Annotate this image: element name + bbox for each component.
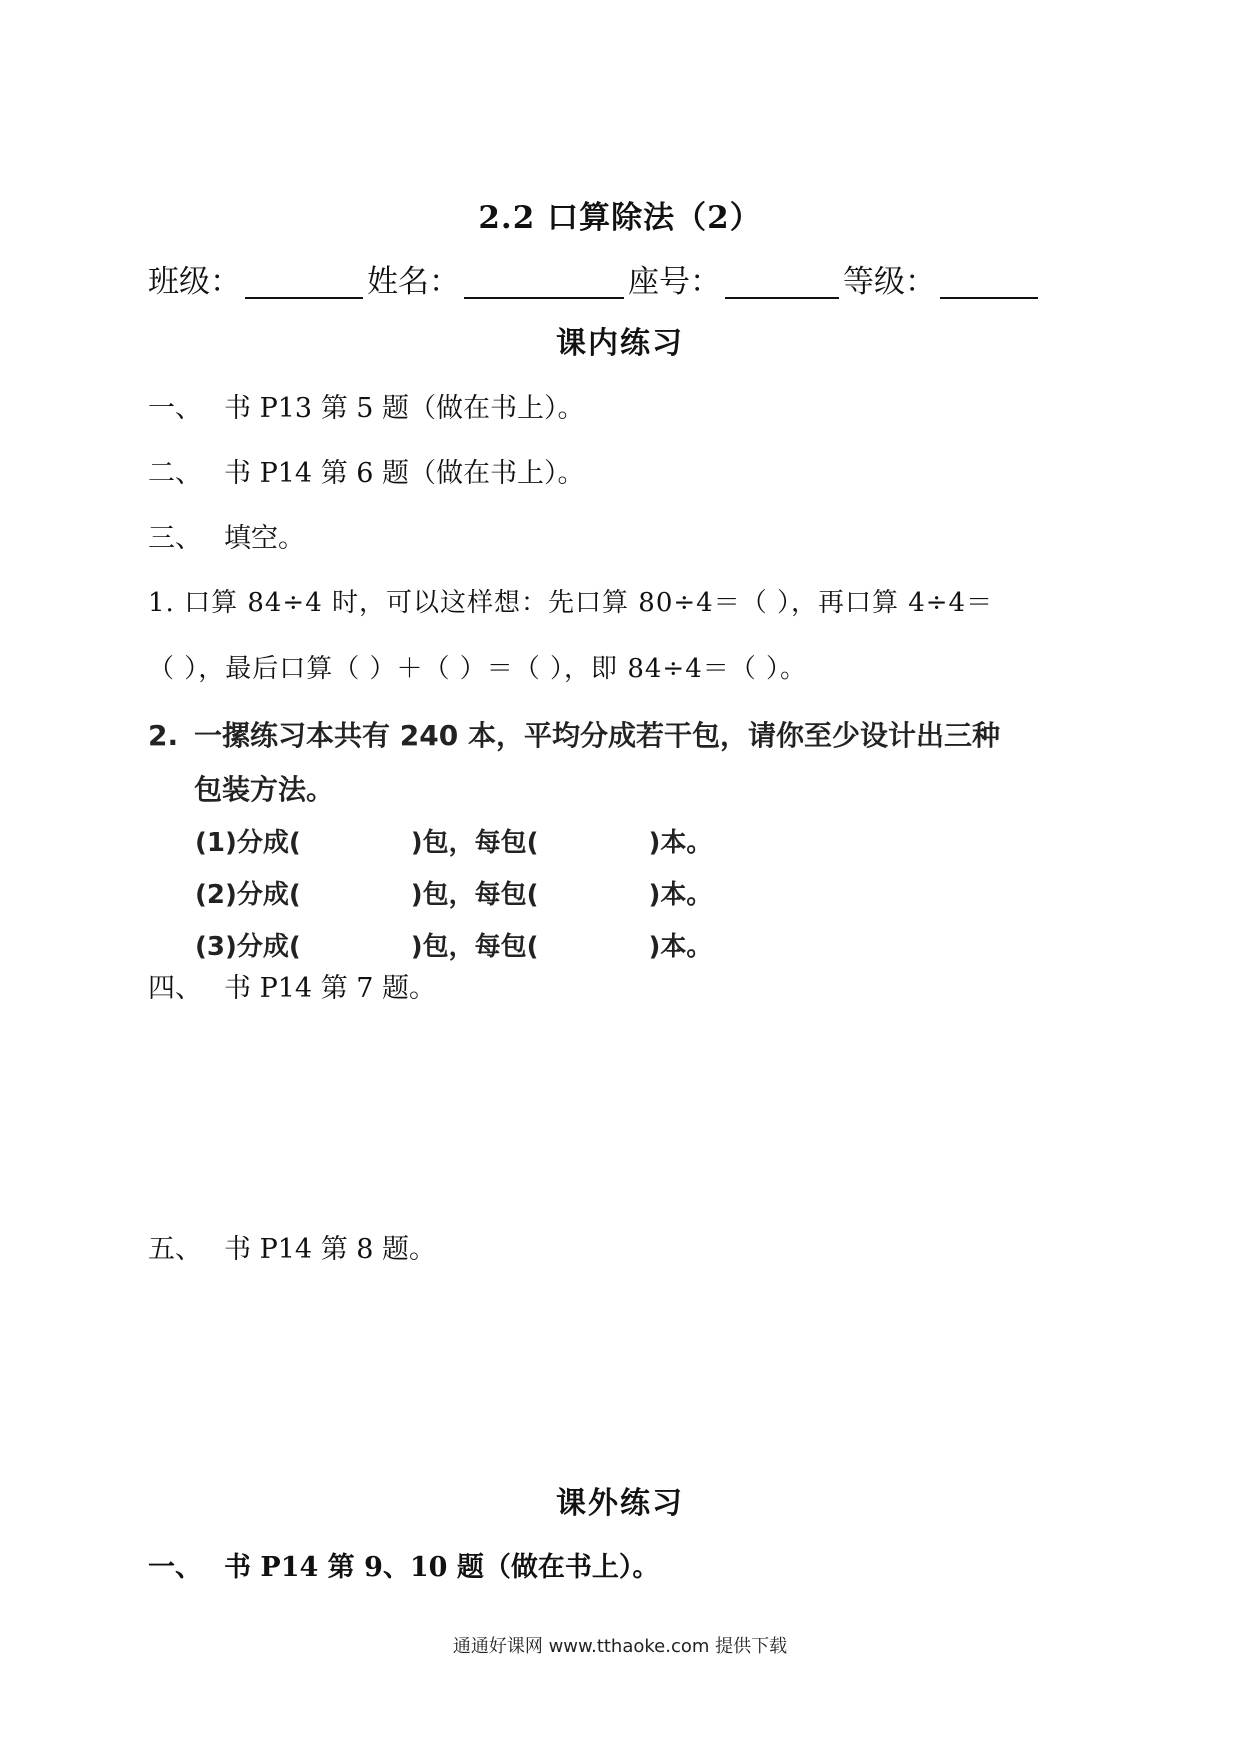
seat-blank[interactable] — [725, 267, 839, 299]
grade-label: 等级： — [843, 264, 936, 300]
class-blank[interactable] — [245, 267, 363, 299]
option-mid: )包，每包( — [410, 880, 539, 910]
name-blank[interactable] — [464, 267, 624, 299]
footer-credit: 通通好课网 www.tthaoke.com 提供下载 — [452, 1636, 788, 1657]
question-number: 一、 — [148, 393, 202, 424]
option-end: )本。 — [648, 880, 713, 910]
question-number: 三、 — [148, 523, 202, 554]
question-text: 书 P14 第 8 题。 — [224, 1234, 437, 1265]
item-number: 2. — [148, 719, 179, 752]
in-class-question-3 — [148, 516, 305, 555]
packing-option-1 — [195, 822, 712, 859]
fill-blank-1-line-2: （ ），最后口算（ ）＋（ ）＝（ ），即 84÷4＝（ ）。 — [148, 654, 807, 684]
in-class-heading: 课内练习 — [556, 326, 684, 361]
question-number: 一、 — [148, 1552, 202, 1583]
question-text: 书 P14 第 6 题（做在书上）。 — [224, 458, 585, 489]
option-prefix: (2)分成( — [195, 880, 301, 910]
fill-blank-2 — [148, 714, 1000, 754]
option-prefix: (3)分成( — [195, 932, 301, 962]
in-class-question-1 — [148, 386, 585, 425]
question-text: 填空。 — [224, 523, 305, 554]
fill-blank-2-cont: 包装方法。 — [194, 773, 335, 806]
packing-option-2 — [195, 874, 712, 911]
student-info-row — [148, 256, 1042, 301]
option-mid: )包，每包( — [410, 932, 539, 962]
option-prefix: (1)分成( — [195, 828, 301, 858]
question-text: 书 P14 第 9、10 题（做在书上）。 — [224, 1552, 660, 1583]
question-number: 二、 — [148, 458, 202, 489]
question-text: 书 P14 第 7 题。 — [224, 973, 437, 1004]
seat-label: 座号： — [628, 264, 721, 300]
option-mid: )包，每包( — [410, 828, 539, 858]
question-number: 五、 — [148, 1234, 202, 1265]
packing-option-3 — [195, 926, 712, 963]
out-class-question-1 — [148, 1545, 659, 1584]
option-end: )本。 — [648, 828, 713, 858]
question-number: 四、 — [148, 973, 202, 1004]
in-class-question-5 — [148, 1227, 436, 1266]
item-text: 一摞练习本共有 240 本，平均分成若干包，请你至少设计出三种 — [194, 719, 1000, 752]
page-title: 2.2 口算除法（2） — [478, 200, 762, 236]
option-end: )本。 — [648, 932, 713, 962]
name-label: 姓名： — [367, 264, 460, 300]
class-label: 班级： — [148, 264, 241, 300]
out-class-heading: 课外练习 — [556, 1486, 684, 1521]
grade-blank[interactable] — [940, 267, 1038, 299]
in-class-question-2 — [148, 451, 585, 490]
question-text: 书 P13 第 5 题（做在书上）。 — [224, 393, 585, 424]
fill-blank-1-line-1: 1. 口算 84÷4 时，可以这样想：先口算 80÷4＝（ ），再口算 4÷4＝ — [148, 588, 994, 618]
in-class-question-4 — [148, 966, 436, 1005]
